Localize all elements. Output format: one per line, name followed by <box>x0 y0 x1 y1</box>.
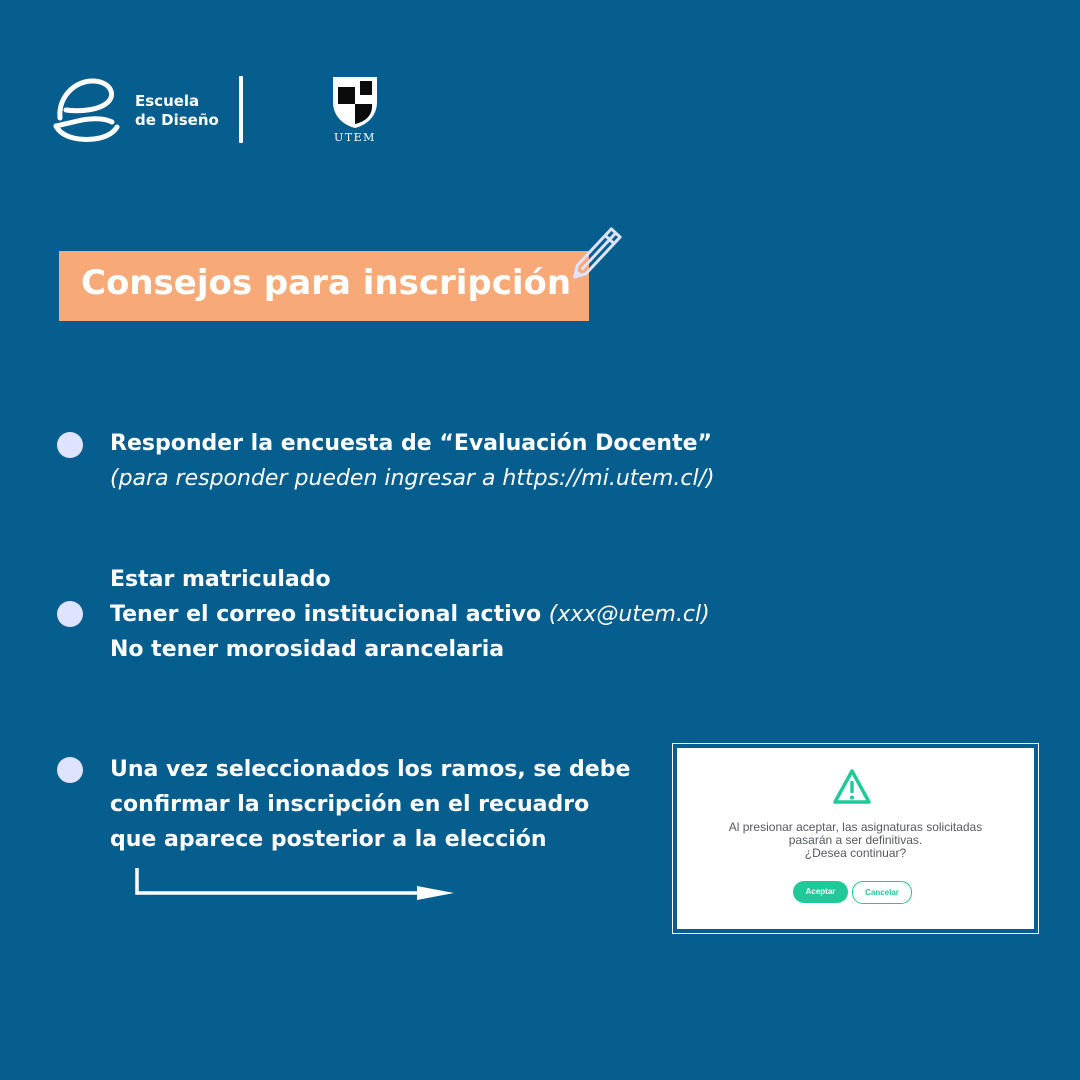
cancel-button[interactable]: Cancelar <box>852 881 912 904</box>
tip-text: Estar matriculado <box>110 567 331 592</box>
bullet-dot <box>57 432 83 458</box>
utem-shield-logo <box>330 74 380 130</box>
school-name-line1: Escuela <box>135 92 200 110</box>
school-e-logo <box>52 74 122 144</box>
tip-text: Tener el correo institucional activo <box>110 602 549 627</box>
tip-text: No tener morosidad arancelaria <box>110 637 505 662</box>
bullet-dot <box>57 757 83 783</box>
tip-requirements <box>110 562 710 667</box>
dialog-message <box>690 821 1021 860</box>
tip-text: Responder la encuesta de “Evaluación Docente” <box>110 431 712 456</box>
page-title: Consejos para inscripción <box>81 263 572 303</box>
tip-text: Una vez seleccionados los ramos, se debe <box>110 757 631 782</box>
logo-divider <box>239 76 243 143</box>
bullet-dot <box>57 601 83 627</box>
school-name <box>135 92 219 130</box>
tip-text: que aparece posterior a la elección <box>110 827 547 852</box>
dialog-message-line3: ¿Desea continuar? <box>804 846 907 860</box>
arrow-right-icon <box>130 862 460 906</box>
pencil-icon <box>566 220 630 284</box>
tip-note: (xxx@utem.cl) <box>548 602 710 627</box>
tip-text: confirmar la inscripción en el recuadro <box>110 792 590 817</box>
warning-icon <box>832 768 872 806</box>
tip-evaluation <box>110 426 715 496</box>
dialog-message-line2: pasarán a ser definitivas. <box>788 833 923 847</box>
accept-button[interactable]: Aceptar <box>793 881 848 903</box>
school-name-line2: de Diseño <box>135 111 219 129</box>
tip-note: (para responder pueden ingresar a https://mi.utem.cl/) <box>110 466 715 491</box>
utem-label: UTEM <box>334 131 376 144</box>
dialog-message-line1: Al presionar aceptar, las asignaturas solicitadas <box>728 820 983 834</box>
tip-confirm <box>110 752 630 857</box>
